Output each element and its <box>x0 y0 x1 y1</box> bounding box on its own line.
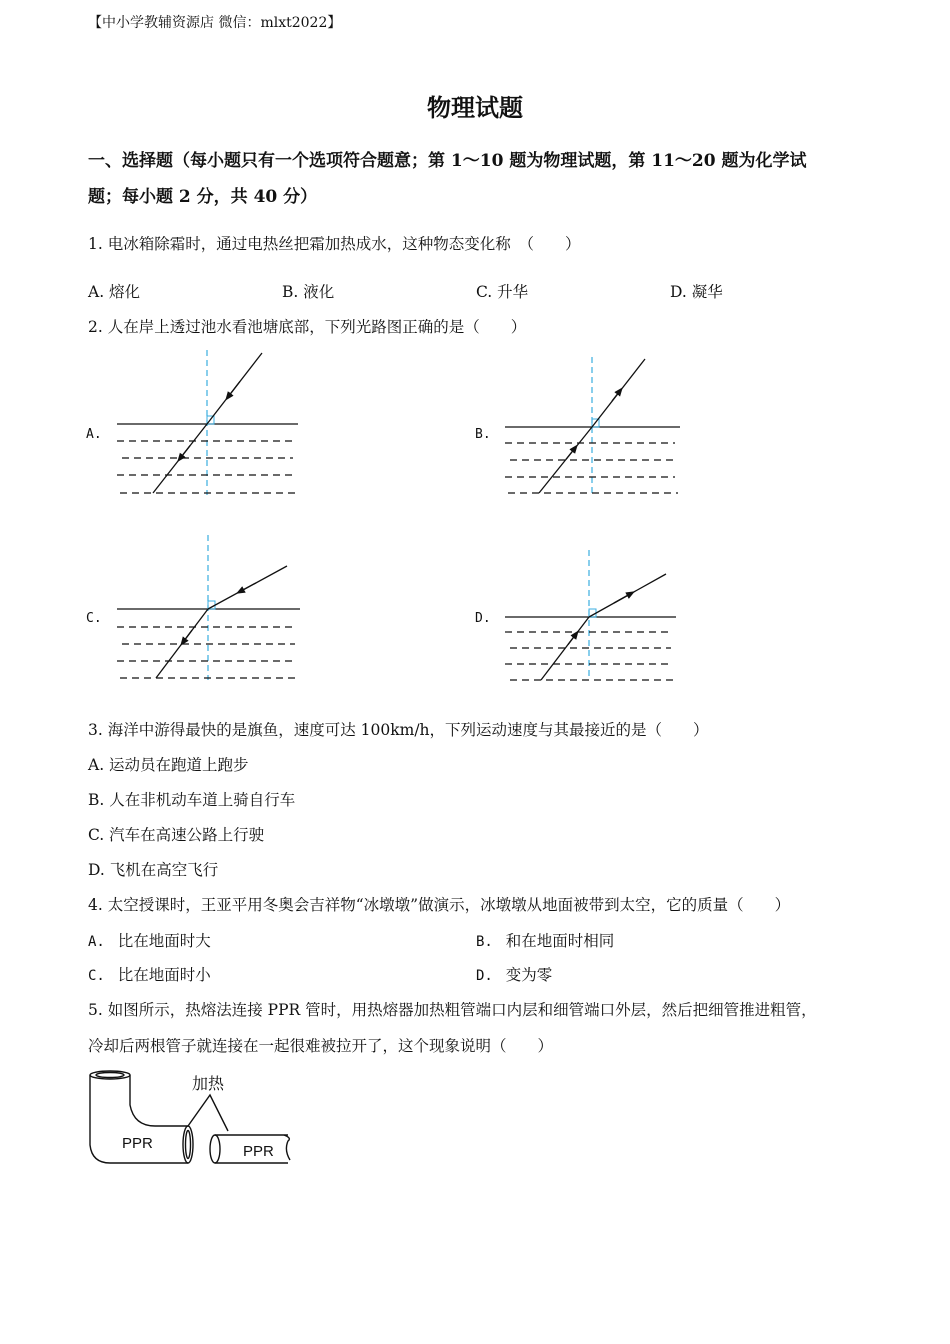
option-text: 和在地面时相同 <box>505 932 615 950</box>
question-3-option-d: D. 飞机在高空飞行 <box>88 861 219 879</box>
question-4-option-a <box>88 929 211 951</box>
option-letter: A. <box>88 934 105 950</box>
question-4-option-c <box>88 963 211 985</box>
diagram-d-label: D. <box>475 611 491 626</box>
question-5-stem-line-1: 5. 如图所示，热熔法连接 PPR 管时，用热熔器加热粗管端口内层和细管端口外层，然后把细管推进粗管， <box>88 1001 817 1019</box>
section-heading-line-2: 题；每小题 2 分，共 40 分） <box>88 187 318 207</box>
option-letter: B. <box>476 934 493 950</box>
diagram-a <box>117 350 298 495</box>
question-1-stem: 1. 电冰箱除霜时，通过电热丝把霜加热成水，这种物态变化称 （ ） <box>88 235 581 253</box>
heat-label: 加热 <box>192 1074 225 1093</box>
page-title: 物理试题 <box>427 93 523 122</box>
option-text: 比在地面时小 <box>117 966 211 984</box>
question-4-option-d <box>476 963 552 985</box>
question-1-option-a: A. 熔化 <box>88 283 141 301</box>
question-3-option-a: A. 运动员在跑道上跑步 <box>88 756 249 774</box>
question-2-stem: 2. 人在岸上透过池水看池塘底部，下列光路图正确的是（ ） <box>88 318 527 336</box>
question-5-stem-line-2: 冷却后两根管子就连接在一起很难被拉开了，这个现象说明（ ） <box>88 1037 554 1055</box>
option-letter: D. <box>476 968 493 984</box>
diagram-b <box>505 357 680 495</box>
diagram-c-label: C. <box>86 611 102 626</box>
question-1-option-c: C. 升华 <box>476 283 529 301</box>
diagram-c <box>117 535 300 680</box>
page-header: 【中小学教辅资源店 微信：mlxt2022】 <box>88 15 342 31</box>
ppr-label-thin-pipe: PPR <box>243 1143 274 1160</box>
diagram-d <box>505 550 676 680</box>
question-4-stem: 4. 太空授课时，王亚平用冬奥会吉祥物“冰墩墩”做演示，冰墩墩从地面被带到太空，它的质量（ ） <box>88 896 791 914</box>
question-1-option-d: D. 凝华 <box>670 283 723 301</box>
diagram-a-label: A. <box>86 427 102 442</box>
question-3-option-b: B. 人在非机动车道上骑自行车 <box>88 791 296 809</box>
question-3-option-c: C. 汽车在高速公路上行驶 <box>88 826 265 844</box>
question-4-option-b <box>476 929 614 951</box>
option-text: 比在地面时大 <box>117 932 211 950</box>
section-heading-line-1: 一、选择题（每小题只有一个选项符合题意；第 1～10 题为物理试题，第 11～20 题为化学试 <box>88 151 807 171</box>
question-3-stem: 3. 海洋中游得最快的是旗鱼，速度可达 100km/h，下列运动速度与其最接近的是（ ） <box>88 721 709 739</box>
option-letter: C. <box>88 968 105 984</box>
question-1-option-b: B. 液化 <box>282 283 335 301</box>
option-text: 变为零 <box>505 966 553 984</box>
ppr-label-thick-pipe: PPR <box>122 1135 153 1152</box>
diagram-b-label: B. <box>475 427 491 442</box>
